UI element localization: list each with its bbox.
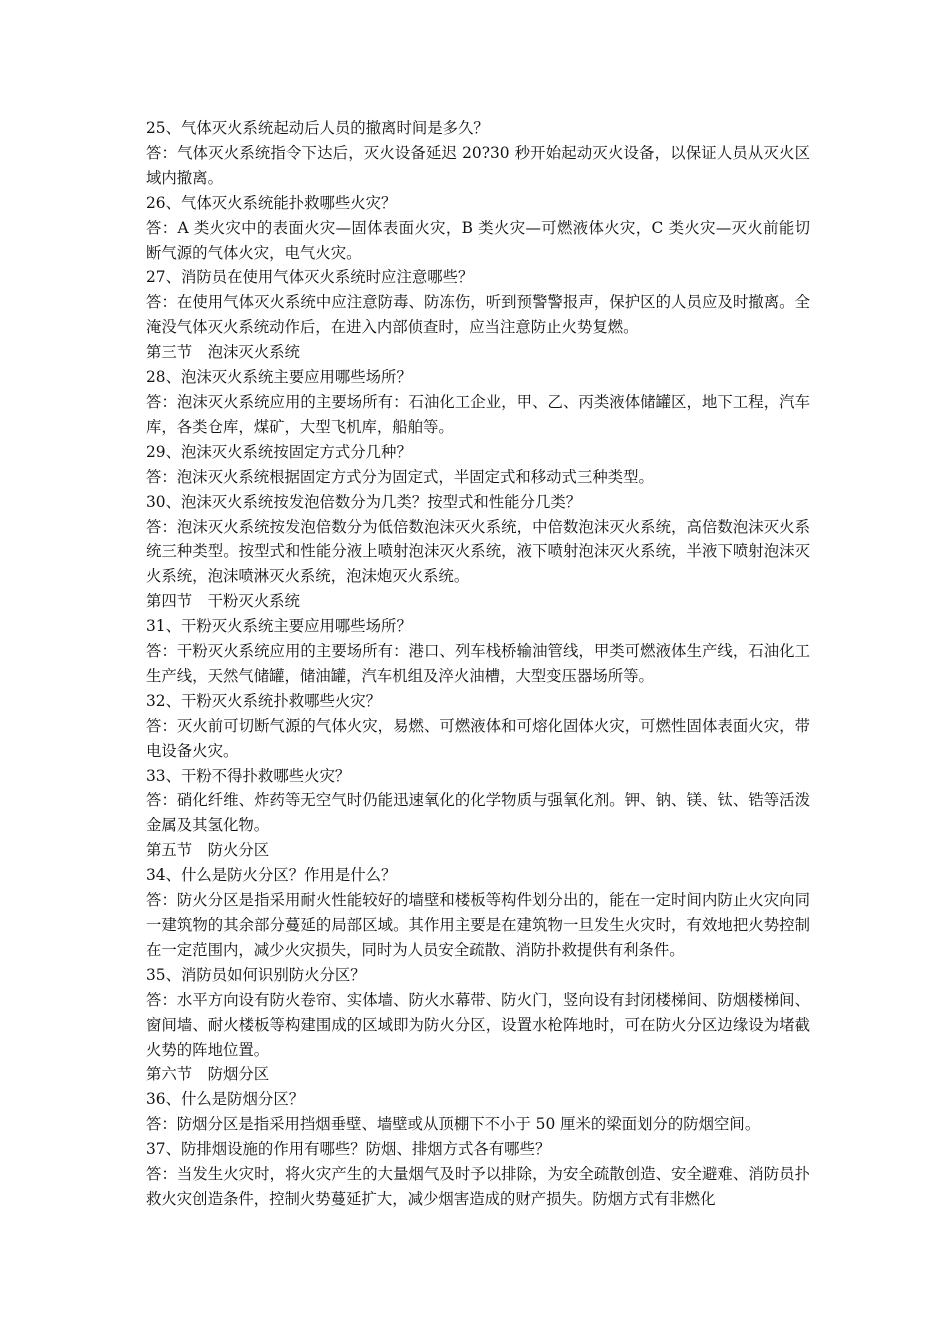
question-35: 35、消防员如何识别防火分区？ xyxy=(146,965,366,984)
answer-28: 答：泡沫灭火系统应用的主要场所有：石油化工企业，甲、乙、丙类液体储罐区，地下工程，汽车库，各类仓库，煤矿，大型飞机库，船舶等。 xyxy=(146,392,810,436)
answer-31: 答：干粉灭火系统应用的主要场所有：港口、列车栈桥输油管线，甲类可燃液体生产线，石油化工生产线，天然气储罐，储油罐，汽车机组及淬火油槽，大型变压器场所等。 xyxy=(146,642,810,685)
answer-37: 答：当发生火灾时，将火灾产生的大量烟气及时予以排除，为安全疏散创造、安全避难、消防员扑救火灾创造条件，控制火势蔓延扩大，减少烟害造成的财产损失。防烟方式有非燃化 xyxy=(146,1165,810,1208)
answer-26: 答：A 类火灾中的表面火灾—固体表面火灾，B 类火灾—可燃液体火灾，C 类火灾—灭火前能切断气源的气体火灾，电气火灾。 xyxy=(146,218,810,262)
question-36: 36、什么是防烟分区？ xyxy=(146,1090,305,1109)
question-29: 29、泡沫灭火系统按固定方式分几种？ xyxy=(146,442,412,461)
question-37: 37、防排烟设施的作用有哪些？防烟、排烟方式各有哪些？ xyxy=(146,1140,551,1159)
question-34: 34、什么是防火分区？作用是什么？ xyxy=(146,866,397,885)
question-30: 30、泡沫灭火系统按发泡倍数分为几类？按型式和性能分几类？ xyxy=(146,492,582,511)
answer-36: 答：防烟分区是指采用挡烟垂壁、墙壁或从顶棚下不小于 50 厘米的梁面划分的防烟空间。 xyxy=(146,1115,761,1134)
question-28: 28、泡沫灭火系统主要应用哪些场所？ xyxy=(146,368,412,387)
document-page xyxy=(146,116,810,1212)
answer-25: 答：气体灭火系统指令下达后，灭火设备延迟 20?30 秒开始起动灭火设备，以保证人员从灭火区域内撤离。 xyxy=(146,143,810,187)
question-26: 26、气体灭火系统能扑救哪些火灾？ xyxy=(146,193,397,212)
question-32: 32、干粉灭火系统扑救哪些火灾？ xyxy=(146,691,382,710)
answer-35: 答：水平方向设有防火卷帘、实体墙、防火水幕带、防火门，竖向设有封闭楼梯间、防烟楼梯间、窗间墙、耐火楼板等构建围成的区域即为防火分区，设置水枪阵地时，可在防火分区边缘设为堵截火势的阵地位置。 xyxy=(146,990,810,1059)
question-27: 27、消防员在使用气体灭火系统时应注意哪些？ xyxy=(146,268,474,287)
section-heading-3: 第三节 泡沫灭火系统 xyxy=(146,343,300,362)
question-33: 33、干粉不得扑救哪些火灾？ xyxy=(146,766,351,785)
answer-34: 答：防火分区是指采用耐火性能较好的墙壁和楼板等构件划分出的，能在一定时间内防止火灾向同一建筑物的其余部分蔓延的局部区域。其作用主要是在建筑物一旦发生火灾时，有效地把火势控制在一定范围内，减少火灾损失，同时为人员安全疏散、消防扑救提供有利条件。 xyxy=(146,891,810,959)
answer-29: 答：泡沫灭火系统根据固定方式分为固定式，半固定式和移动式三种类型。 xyxy=(146,467,654,486)
answer-27: 答：在使用气体灭火系统中应注意防毒、防冻伤，听到预警警报声，保护区的人员应及时撤离。全淹没气体灭火系统动作后，在进入内部侦查时，应当注意防止火势复燃。 xyxy=(146,293,810,337)
answer-33: 答：硝化纤维、炸药等无空气时仍能迅速氧化的化学物质与强氧化剂。钾、钠、镁、钛、锆等活泼金属及其氢化物。 xyxy=(146,791,810,835)
section-heading-4: 第四节 干粉灭火系统 xyxy=(146,592,300,611)
answer-30: 答：泡沫灭火系统按发泡倍数分为低倍数泡沫灭火系统，中倍数泡沫灭火系统，高倍数泡沫灭火系统三种类型。按型式和性能分液上喷射泡沫灭火系统，液下喷射泡沫灭火系统，半液下喷射泡沫灭火系统，泡沫喷淋灭火系统，泡沫炮灭火系统。 xyxy=(146,517,810,586)
answer-32: 答：灭火前可切断气源的气体火灾，易燃、可燃液体和可熔化固体火灾，可燃性固体表面火灾，带电设备火灾。 xyxy=(146,716,810,760)
question-25: 25、气体灭火系统起动后人员的撤离时间是多久？ xyxy=(146,119,489,137)
section-heading-5: 第五节 防火分区 xyxy=(146,841,270,860)
question-31: 31、干粉灭火系统主要应用哪些场所？ xyxy=(146,617,412,636)
section-heading-6: 第六节 防烟分区 xyxy=(146,1065,270,1084)
